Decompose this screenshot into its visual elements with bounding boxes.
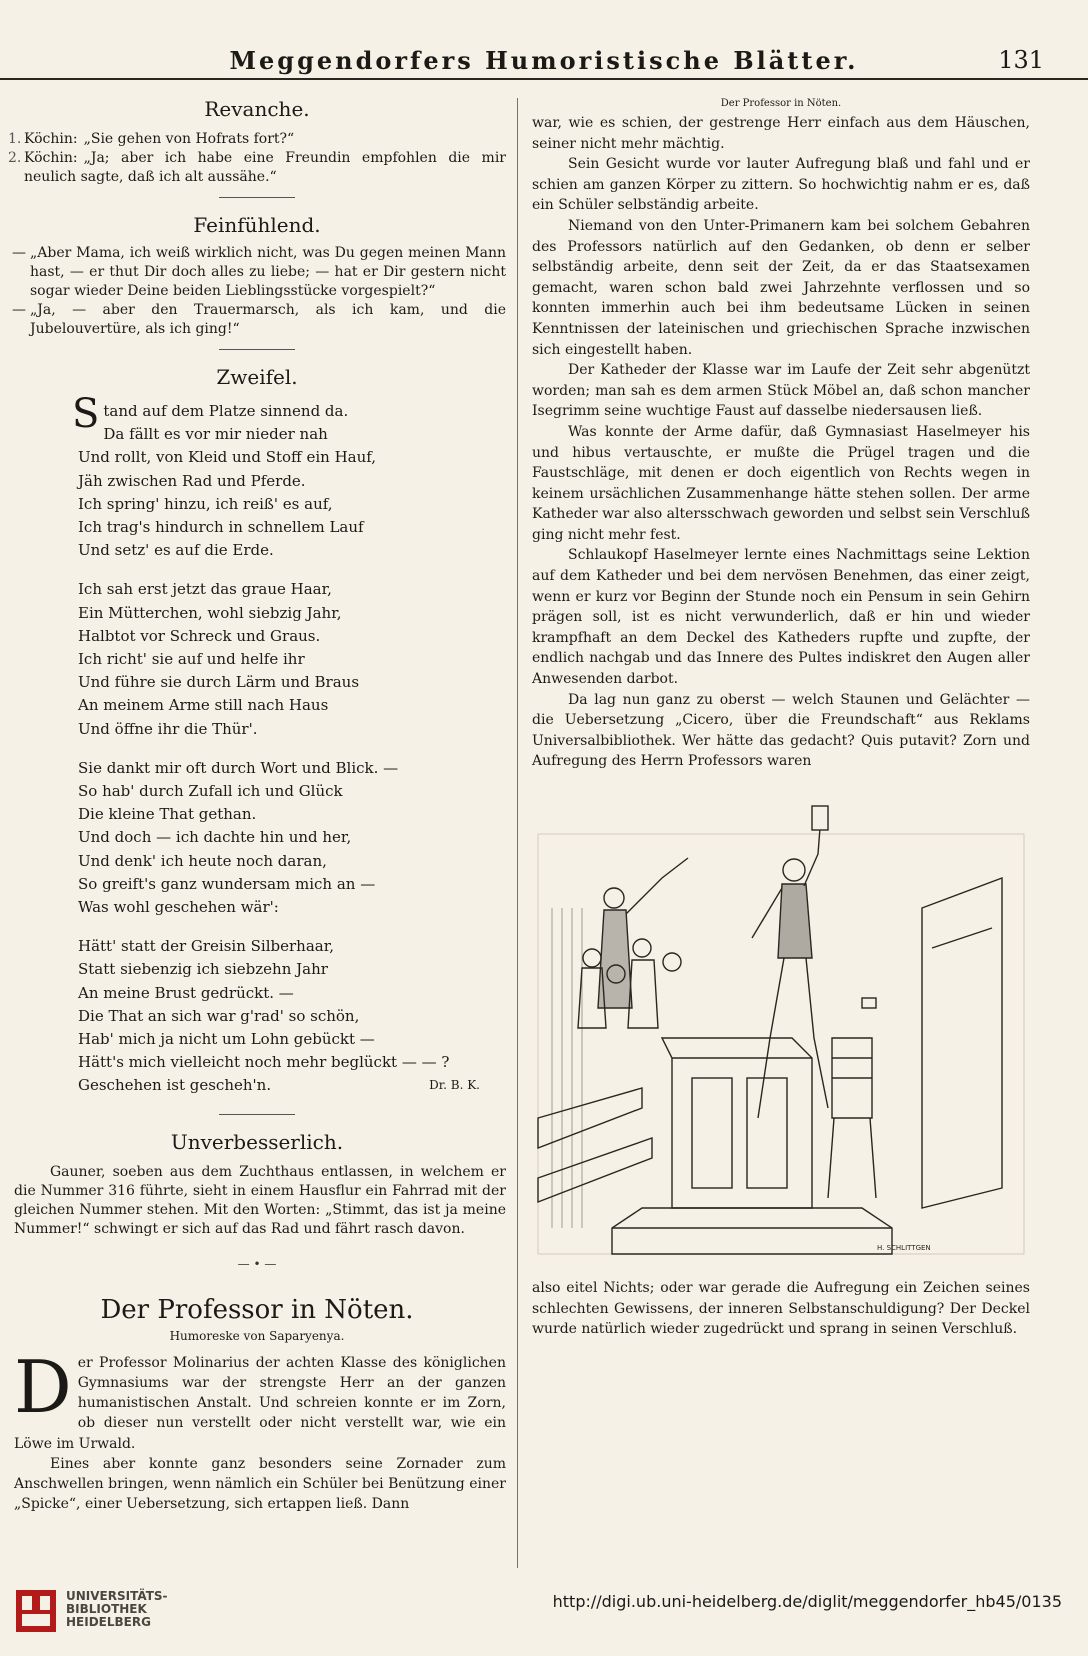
line-number: 1.	[8, 131, 22, 147]
section-separator	[219, 349, 295, 350]
dialog-line: — „Aber Mama, ich weiß wirklich nicht, was Du gegen meinen Mann hast, — er thut Dir doch alles zu liebe; — hat er Dir gestern nicht sogar wieder Deine beiden Lieblingsstücke vorgespielt?“	[12, 245, 506, 299]
zweifel-title: Zweifel.	[216, 365, 298, 389]
page-footer	[0, 1576, 1088, 1656]
stanza: S tand auf dem Platze sinnend da. Da fällt es vor mir nieder nah Und rollt, von Kleid und Stoff ein Hauf, Jäh zwischen Rad und Pferde. Ich spring' hinzu, ich reiß' es auf, Ich trag's hindurch in schnellem Lauf Und setz' es auf die Erde.	[72, 391, 377, 560]
unverbesserlich-title: Unverbesserlich.	[170, 1129, 344, 1154]
column-divider	[517, 98, 518, 1568]
story-paragraph: war, wie es schien, der gestrenge Herr einfach aus dem Häuschen, seiner nicht mehr mächtig.	[532, 115, 1030, 152]
page-header	[0, 38, 1088, 80]
poem-signature: Dr. B. K.	[429, 1078, 480, 1093]
drop-cap: S	[72, 391, 100, 437]
line-text: „Sie gehen von Hofrats fort?“	[83, 131, 295, 147]
right-column	[532, 98, 1030, 1340]
journal-title: Meggendorfers Humoristische Blätter.	[229, 46, 859, 75]
stanza: Ich sah erst jetzt das graue Haar, Ein Mütterchen, wohl siebzig Jahr, Halbtot vor Schreck und Graus. Ich richt' sie auf und helfe ihr Und führe sie durch Lärm und Braus An meinem Arme still nach Haus Und öffne ihr die Thür'.	[78, 580, 360, 738]
page-number: 131	[998, 46, 1044, 74]
speaker: Köchin:	[24, 150, 78, 166]
ornament-divider: — • —	[237, 1256, 277, 1271]
story-paragraph: Sein Gesicht wurde vor lauter Aufregung blaß und fahl und er schien am ganzen Körper zu zittern. So hochwichtig nahm er es, daß ein Schüler selbständig arbeite.	[532, 156, 1030, 214]
stanza: Sie dankt mir oft durch Wort und Blick. — So hab' durch Zufall ich und Glück Die kleine That gethan. Und doch — ich dachte hin und her, Und denk' ich heute noch daran, So greift's ganz wundersam mich an — Was wohl geschehen wär':	[78, 758, 399, 917]
dialog-line	[8, 149, 506, 187]
story-right-text	[532, 113, 1030, 772]
story-title: Der Professor in Nöten.	[100, 1294, 414, 1325]
feinfuehlend-dialog	[8, 244, 506, 339]
story-paragraph: Was konnte der Arme dafür, daß Gymnasiast Haselmeyer his und hibus vertauschte, er mußte die Prügel tragen und die Faustschläge, mit denen er doch eigentlich von Rechts wegen in keinem ursächlichen Zusammenhange hätte stehen sollen. Der arme Katheder war also altersschwach geworden und selbst sein Verschluß ging nicht mehr fest.	[532, 423, 1030, 543]
story-paragraph: Schlaukopf Haselmeyer lernte eines Nachmittags seine Lektion auf dem Katheder und bei dem nervösen Benehmen, das einer zeigt, wenn er kurz vor Beginn der Stunde noch ein Pensum in sein Gehirn prägen soll, ist es nicht verwunderlich, daß er hin und wieder krampfhaft an dem Deckel des Katheders rupfte und zupfte, der endlich nachgab und das Innere des Pultes indiskret den Augen aller Anwesenden darbot.	[532, 547, 1030, 688]
story-paragraph: Da lag nun ganz zu oberst — welch Staunen und Gelächter — die Uebersetzung „Cicero, über die Freundschaft“ aus Reklams Universalbibliothek. Wer hätte das gedacht? Quis putavit? Zorn und Aufregung des Herrn Professors waren	[532, 691, 1030, 770]
source-url[interactable]: http://digi.ub.uni-heidelberg.de/diglit/meggendorfer_hb45/0135	[552, 1592, 1062, 1611]
drop-cap: D	[14, 1344, 72, 1429]
story-paragraph: also eitel Nichts; oder war gerade die Aufregung ein Zeichen seines schlechten Gewissens, der inneren Selbstanschuldigung? Der Deckel wurde natürlich wieder zugedrückt und sprang in seinen Verschluß.	[532, 1280, 1030, 1338]
story-paragraph: Eines aber konnte ganz besonders seine Zornader zum Anschwellen bringen, wenn nämlich ein Schüler bei Benützung einer „Spicke“, einer Uebersetzung, sich ertappen ließ. Dann	[14, 1455, 506, 1513]
story-paragraph: er Professor Molinarius der achten Klasse des königlichen Gymnasiums war der strengste Herr an der ganzen humanistischen Anstalt. Und schreien konnte er im Zorn, ob dieser nun verstellt oder nicht verstellt war, wie ein Löwe im Urwald.	[14, 1354, 506, 1452]
dialog-line	[8, 130, 506, 149]
revanche-title: Revanche.	[204, 97, 310, 121]
running-head: Der Professor in Nöten.	[720, 98, 842, 109]
story-left-text	[14, 1344, 506, 1515]
story-closing-text	[532, 1278, 1030, 1340]
line-text: „Ja; aber ich habe eine Freundin empfohlen die mir neulich sagte, daß ich alt aussähe.“	[24, 150, 506, 185]
classroom-illustration	[532, 788, 1030, 1268]
library-name: UNIVERSITÄTS- BIBLIOTHEK HEIDELBERG	[66, 1589, 168, 1629]
dialog-line: — „Ja, — aber den Trauermarsch, als ich kam, und die Jubelouvertüre, als ich ging!“	[12, 302, 506, 337]
section-separator	[219, 197, 295, 198]
left-column	[8, 96, 506, 1514]
line-number: 2.	[8, 150, 22, 166]
zweifel-poem	[72, 391, 506, 1098]
illustration-signature: H. SCHLITTGEN	[877, 1244, 931, 1252]
classroom-drawing	[532, 788, 1030, 1268]
story-paragraph: Niemand von den Unter-Primanern kam bei solchem Gebahren des Professors natürlich auf den Gedanken, ob denn er selber selbständig arbeite, denn seit der Zeit, da er das Staatsexamen gemacht, waren schon bald zwei Jahrzehnte verflossen und so konnten immerhin auch bei ihm bedeutsame Lücken in seinen Kenntnissen der lateinischen und griechischen Sprache inzwischen sich eingestellt haben.	[532, 217, 1030, 358]
speaker: Köchin:	[24, 131, 78, 147]
university-seal-icon	[14, 1588, 58, 1634]
stanza: Hätt' statt der Greisin Silberhaar, Statt siebenzig ich siebzehn Jahr An meine Brust gedrückt. — Die That an sich war g'rad' so schön, Hab' mich ja nicht um Lohn gebückt — Hätt's mich vielleicht noch mehr beglückt — — ? Geschehen ist gescheh'n. Dr. B. K.	[78, 935, 506, 1097]
story-subtitle: Humoreske von Saparyenya.	[169, 1328, 345, 1343]
section-separator	[219, 1114, 295, 1115]
revanche-dialog	[8, 130, 506, 187]
story-paragraph: Der Katheder der Klasse war im Laufe der Zeit sehr abgenützt worden; man sah es dem armen Stück Möbel an, daß schon mancher Isegrimm seine wuchtige Faust auf dasselbe niedersausen ließ.	[532, 362, 1030, 420]
feinfuehlend-title: Feinfühlend.	[193, 213, 321, 237]
unverbesserlich-text: Gauner, soeben aus dem Zuchthaus entlassen, in welchem er die Nummer 316 führte, sieht in einem Hausflur ein Fahrrad mit der gleichen Nummer stehen. Mit den Worten: „Stimmt, das ist ja meine Nummer!“ schwingt er sich auf das Rad und fährt rasch davon.	[14, 1163, 506, 1237]
